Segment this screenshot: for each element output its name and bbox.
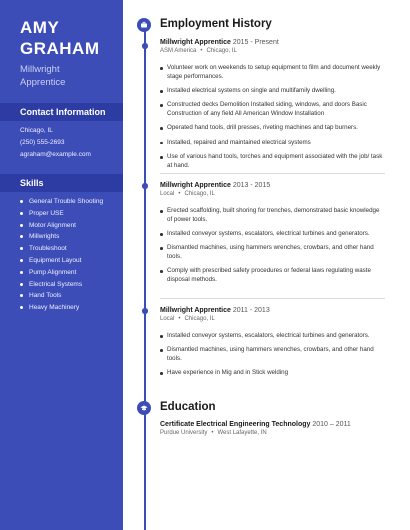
job-bullet: Have experience in Mig and in Stick welding xyxy=(160,369,385,378)
skill-item: Millwrights xyxy=(20,232,103,244)
job-entry-2: Millwright Apprentice 2013 - 2015 Local • Chicago, IL Erected scaffolding, built shoring for trenches, demonstrated basic knowledge of power tools. Installed conveyor systems, escalators, electrical turbines and generators. Dismantled machines, using hammers wrenches, crowbars, and other hand tools. Comply with prescribed safety procedures or federal laws regulating waste disposal methods. xyxy=(160,181,385,291)
sidebar xyxy=(0,0,123,530)
employment-heading: Employment History xyxy=(160,18,272,30)
job-bullet: Volunteer work on weekends to setup equipment to film and document weekly stage performances. xyxy=(160,64,385,82)
job-entry-3: Millwright Apprentice 2011 - 2013 Local • Chicago, IL Installed conveyor systems, escalators, electrical turbines and generators. Dismantled machines, using hammers wrenches, crowbars, and other hand tools. Have experience in Mig and in Stick welding xyxy=(160,306,385,384)
role-line-1: Millwright xyxy=(20,64,60,75)
contact-heading: Contact Information xyxy=(0,103,123,121)
job-location: Chicago, IL xyxy=(184,191,215,197)
job-bullet: Operated hand tools, drill presses, riveting machines and tap burners. xyxy=(160,124,385,133)
job-bullet: Dismantled machines, using hammers wrenches, crowbars, and other hand tools. xyxy=(160,346,385,364)
school-name: Purdue University xyxy=(160,430,208,436)
skill-item: General Trouble Shooting xyxy=(20,197,103,209)
job-company: Local xyxy=(160,316,175,322)
contact-city: Chicago, IL xyxy=(20,127,53,134)
timeline-dot xyxy=(142,308,148,314)
skill-item: Equipment Layout xyxy=(20,256,103,268)
job-bullet: Installed conveyor systems, escalators, electrical turbines and generators. xyxy=(160,332,385,341)
timeline-line xyxy=(144,26,146,530)
skill-item: Hand Tools xyxy=(20,291,103,303)
degree-title: Certificate Electrical Engineering Technology xyxy=(160,421,311,428)
skill-item: Motor Alignment xyxy=(20,221,103,233)
job-dates: 2011 - 2013 xyxy=(232,307,270,314)
job-bullet: Constructed decks Demolition Installed siding, windows, and doors Basic Construction of any field All American Window Installation xyxy=(160,101,385,119)
job-role xyxy=(20,63,115,89)
job-location: Chicago, IL xyxy=(184,316,215,322)
first-name: AMY xyxy=(20,18,60,37)
section-divider xyxy=(160,173,385,174)
school-location: West Lafayette, IN xyxy=(217,430,267,436)
timeline-dot xyxy=(142,183,148,189)
job-bullet: Erected scaffolding, built shoring for trenches, demonstrated basic knowledge of power tools. xyxy=(160,207,385,225)
skill-item: Troubleshoot xyxy=(20,244,103,256)
graduation-cap-icon xyxy=(137,401,151,415)
last-name: GRAHAM xyxy=(20,39,100,58)
skill-item: Proper USE xyxy=(20,209,103,221)
contact-phone: (250) 555-2693 xyxy=(20,139,65,146)
job-bullet: Comply with prescribed safety procedures or federal laws regulating waste disposal methods. xyxy=(160,267,385,285)
degree-dates: 2010 – 2011 xyxy=(312,421,351,428)
skill-item: Electrical Systems xyxy=(20,280,103,292)
job-dates: 2015 - Present xyxy=(232,39,279,46)
education-entry: Certificate Electrical Engineering Technology 2010 – 2011 Purdue University • West Lafayette, IN xyxy=(160,421,351,436)
role-line-2: Apprentice xyxy=(20,77,66,88)
briefcase-icon xyxy=(137,18,151,32)
job-company: Local xyxy=(160,191,175,197)
job-bullet: Installed, repaired and maintained electrical systems xyxy=(160,139,385,148)
contact-email[interactable]: agraham@example.com xyxy=(20,151,91,158)
job-bullets xyxy=(160,207,385,285)
job-bullets xyxy=(160,332,385,378)
timeline-dot xyxy=(142,43,148,49)
skills-heading: Skills xyxy=(0,174,123,192)
skill-item: Pump Alignment xyxy=(20,268,103,280)
job-company: ASM America xyxy=(160,48,197,54)
job-title: Millwright Apprentice xyxy=(160,182,231,189)
skills-list xyxy=(20,197,103,315)
job-title: Millwright Apprentice xyxy=(160,39,231,46)
job-bullet: Dismantled machines, using hammers wrenches, crowbars, and other hand tools. xyxy=(160,244,385,262)
job-entry-1: Millwright Apprentice 2015 - Present ASM America • Chicago, IL Volunteer work on weekends to setup equipment to film and document weekly stage performances. Installed electrical systems on single and multifamily dwelling. Constructed decks Demolition Installed siding, windows, and doors Basic Construction of any field All American Window Installation Operated hand tools, drill presses, riveting machines and tap burners. Installed, repaired and maintained electrical systems Use of various hand tools, torches and equipment associated with the job/ task at hand. xyxy=(160,38,385,176)
candidate-name xyxy=(20,17,100,59)
job-title: Millwright Apprentice xyxy=(160,307,231,314)
job-bullets xyxy=(160,64,385,171)
section-divider xyxy=(160,298,385,299)
skill-item: Heavy Machinery xyxy=(20,303,103,315)
education-heading: Education xyxy=(160,401,216,413)
job-bullet: Installed electrical systems on single and multifamily dwelling. xyxy=(160,87,385,96)
job-bullet: Installed conveyor systems, escalators, electrical turbines and generators. xyxy=(160,230,385,239)
job-location: Chicago, IL xyxy=(206,48,237,54)
job-bullet: Use of various hand tools, torches and equipment associated with the job/ task at hand. xyxy=(160,153,385,171)
job-dates: 2013 - 2015 xyxy=(232,182,271,189)
